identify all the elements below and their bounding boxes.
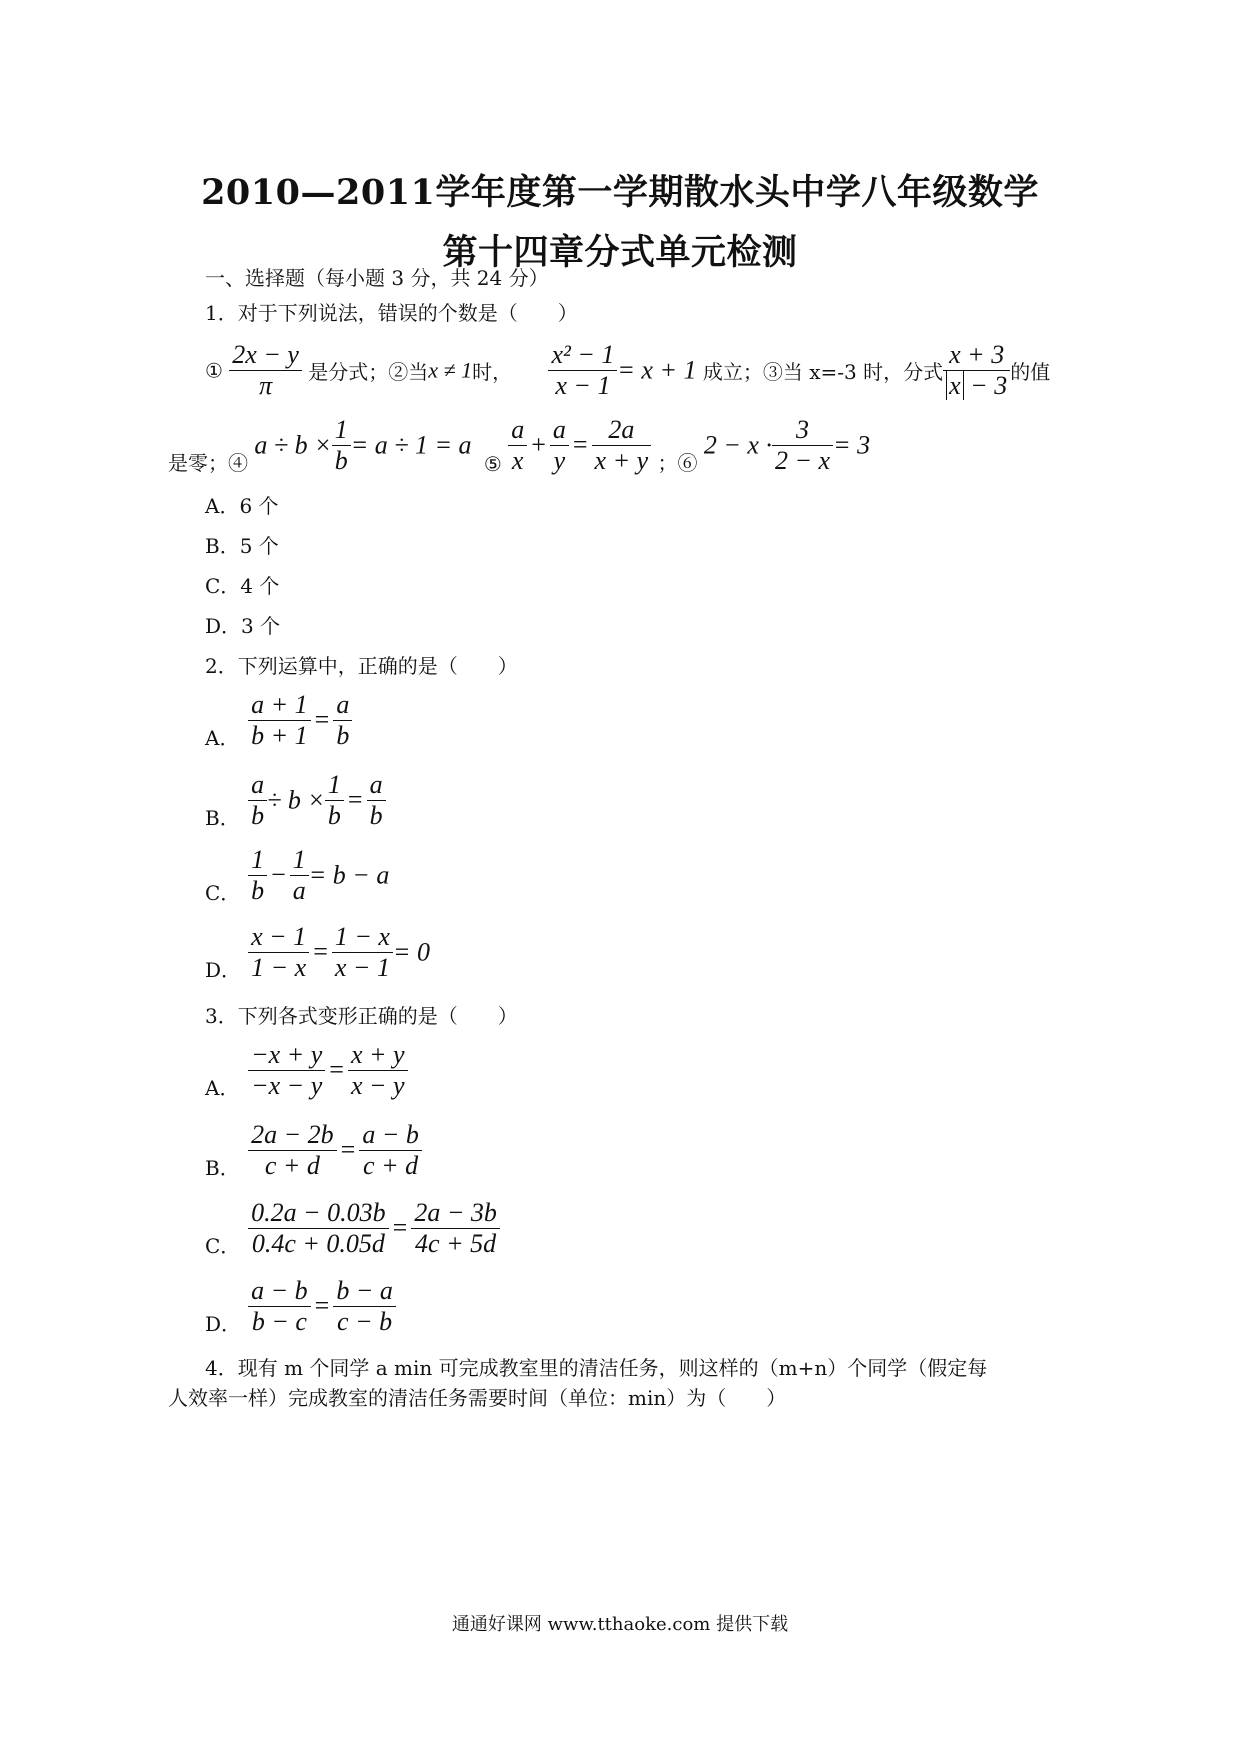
q2-option-c: C． $\frac{1}{b}$ − $\frac{1}{a}$ = b − a — [205, 845, 390, 905]
fraction — [333, 1276, 396, 1337]
question-1-statements-row2: 是零；④ a ÷ b × $\frac{1}{b}$ = a ÷ 1 = a ⑤ $\frac{a}{x}$ + $\frac{a}{y}$ = $\frac{2a}{x + y}$ ；⑥ 2 − x · $\frac{3}{2 - x}$ = 3 — [168, 415, 871, 476]
fraction — [508, 415, 527, 476]
equation-rhs: = 0 — [392, 937, 430, 967]
q2-option-b: B． $\frac{a}{b}$ ÷ b × $\frac{1}{b}$ = $\frac{a}{b}$ — [205, 770, 386, 831]
expression: ÷ b × — [267, 785, 325, 815]
denominator: b — [367, 800, 386, 831]
option-label: D． — [205, 1311, 242, 1336]
option-label: D． — [205, 957, 242, 982]
q1-option-b: B．5 个 — [205, 534, 279, 558]
fraction — [943, 340, 1010, 401]
statement-text: 是零；④ — [168, 450, 248, 475]
fraction — [332, 922, 393, 983]
question-3-stem: 3．下列各式变形正确的是（ ） — [205, 1004, 518, 1028]
numerator: 1 — [334, 415, 348, 444]
question-1-stem: 1．对于下列说法，错误的个数是（ ） — [205, 301, 578, 325]
fraction — [325, 770, 344, 831]
fraction — [248, 922, 309, 983]
fraction — [592, 415, 652, 476]
numerator: a − b — [251, 1276, 308, 1305]
q2-option-a: A． $\frac{a + 1}{b + 1}$ = $\frac{a}{b}$ — [205, 690, 352, 751]
denominator: −x − y — [248, 1070, 325, 1101]
option-label: A． — [205, 725, 240, 750]
denominator: a — [290, 875, 309, 906]
denominator: b — [332, 445, 351, 476]
numerator: a − b — [362, 1120, 419, 1149]
denominator: b − c — [248, 1306, 311, 1337]
denominator: x — [508, 445, 527, 476]
numerator: 1 — [327, 770, 341, 799]
page-footer: 通通好课网 www.tthaoke.com 提供下载 — [451, 1614, 789, 1635]
expression: 2 − x · — [703, 430, 772, 460]
fraction — [367, 770, 386, 831]
numerator: x − 1 — [251, 922, 307, 951]
option-label: A． — [205, 1075, 240, 1100]
fraction — [332, 415, 351, 476]
condition: x ≠ 1 — [428, 357, 473, 383]
numerator: x² − 1 — [551, 340, 615, 369]
fraction — [359, 1120, 422, 1181]
q3-option-a: A． $\frac{-x + y}{-x - y}$ = $\frac{x + y}{x - y}$ — [205, 1040, 408, 1101]
denominator: 0.4c + 0.05d — [248, 1228, 389, 1259]
fraction — [290, 845, 309, 906]
numerator: a — [336, 690, 350, 719]
fraction — [550, 415, 569, 476]
option-label: B． — [205, 805, 240, 830]
section-heading: 一、选择题（每小题 3 分，共 24 分） — [205, 266, 549, 290]
question-4-line2: 人效率一样）完成教室的清洁任务需要时间（单位：min）为（ ） — [168, 1386, 787, 1410]
fraction — [248, 770, 267, 831]
denominator — [943, 370, 1010, 401]
numerator: a — [369, 770, 383, 799]
numerator: 0.2a − 0.03b — [251, 1198, 386, 1227]
page-subtitle: 第十四章分式单元检测 — [442, 232, 798, 273]
statement-text: 的值 — [1010, 359, 1051, 384]
option-label: C． — [205, 1233, 241, 1258]
fraction — [248, 1120, 337, 1181]
denominator: b — [325, 800, 344, 831]
q1-option-c: C．4 个 — [205, 574, 280, 598]
numerator: a — [251, 770, 265, 799]
numerator: 2x − y — [232, 340, 299, 369]
denominator: b — [248, 800, 267, 831]
question-1-statements-row1 — [205, 340, 1050, 401]
numerator: −x + y — [251, 1040, 323, 1069]
expression: a ÷ b × — [254, 430, 332, 460]
denominator: c − b — [333, 1306, 396, 1337]
fraction — [248, 845, 267, 906]
denominator: c + d — [359, 1150, 422, 1181]
denominator: 1 − x — [248, 952, 309, 983]
denominator: x − y — [348, 1070, 408, 1101]
numerator: 2a — [608, 415, 635, 444]
question-4-line1: 4．现有 m 个同学 a min 可完成教室里的清洁任务，则这样的（m+n）个同学（假定每 — [205, 1356, 988, 1380]
denominator: b — [248, 875, 267, 906]
statement-text: 时， — [472, 359, 513, 384]
expression: = 3 — [833, 430, 871, 460]
question-2-stem: 2．下列运算中，正确的是（ ） — [205, 654, 518, 678]
numerator: x + 3 — [949, 340, 1005, 369]
statement-text: 成立；③当 x=-3 时，分式 — [702, 359, 944, 384]
statement-text: ；⑥ — [657, 450, 698, 475]
equation-rhs: = x + 1 — [617, 355, 697, 385]
fraction — [248, 1276, 311, 1337]
fraction — [772, 415, 833, 476]
numerator: a — [552, 415, 566, 444]
numerator: a — [511, 415, 525, 444]
fraction — [411, 1198, 500, 1259]
denominator: c + d — [248, 1150, 337, 1181]
q3-option-c: C． $\frac{0.2a - 0.03b}{0.4c + 0.05d}$ = $\frac{2a - 3b}{4c + 5d}$ — [205, 1198, 500, 1259]
fraction — [333, 690, 352, 751]
absolute-value: x — [946, 371, 964, 400]
numerator: 1 — [292, 845, 306, 874]
denominator: π — [229, 370, 302, 401]
fraction — [229, 340, 302, 401]
numerator: 1 — [251, 845, 265, 874]
q3-option-d: D． $\frac{a - b}{b - c}$ = $\frac{b - a}{c - b}$ — [205, 1276, 396, 1337]
fraction — [348, 1040, 408, 1101]
numerator: x + y — [350, 1040, 405, 1069]
denominator: b + 1 — [248, 720, 311, 751]
statement-marker-1: ① — [205, 358, 223, 383]
fraction — [248, 690, 311, 751]
q1-option-a: A．6 个 — [205, 494, 279, 518]
statement-marker-5: ⑤ — [483, 451, 502, 476]
q2-option-d: D． $\frac{x - 1}{1 - x}$ = $\frac{1 - x}{x - 1}$ = 0 — [205, 922, 430, 982]
numerator: 2a − 2b — [251, 1120, 334, 1149]
expression: = a ÷ 1 = a — [350, 430, 472, 460]
denominator: y — [550, 445, 569, 476]
denominator: x − 1 — [332, 952, 393, 983]
fraction — [548, 340, 617, 401]
denominator: x + y — [592, 445, 652, 476]
numerator: 2a − 3b — [414, 1198, 497, 1227]
equation-rhs: = b − a — [308, 860, 390, 890]
denominator: 4c + 5d — [411, 1228, 500, 1259]
denominator: 2 − x — [772, 445, 833, 476]
fraction — [248, 1198, 389, 1259]
denominator: b — [333, 720, 352, 751]
denominator: x − 1 — [548, 370, 617, 401]
page-title: 2010—2011学年度第一学期散水头中学八年级数学 — [201, 172, 1039, 213]
q3-option-b: B． $\frac{2a - 2b}{c + d}$ = $\frac{a - b}{c + d}$ — [205, 1120, 422, 1181]
q1-option-d: D．3 个 — [205, 614, 281, 638]
numerator: 3 — [796, 415, 810, 444]
numerator: a + 1 — [251, 690, 308, 719]
statement-text: 是分式；②当 — [308, 359, 429, 384]
numerator: b − a — [336, 1276, 393, 1305]
option-label: C． — [205, 880, 241, 905]
numerator: 1 − x — [334, 922, 390, 951]
fraction — [248, 1040, 325, 1101]
denominator-rest: − 3 — [970, 370, 1008, 400]
option-label: B． — [205, 1155, 240, 1180]
